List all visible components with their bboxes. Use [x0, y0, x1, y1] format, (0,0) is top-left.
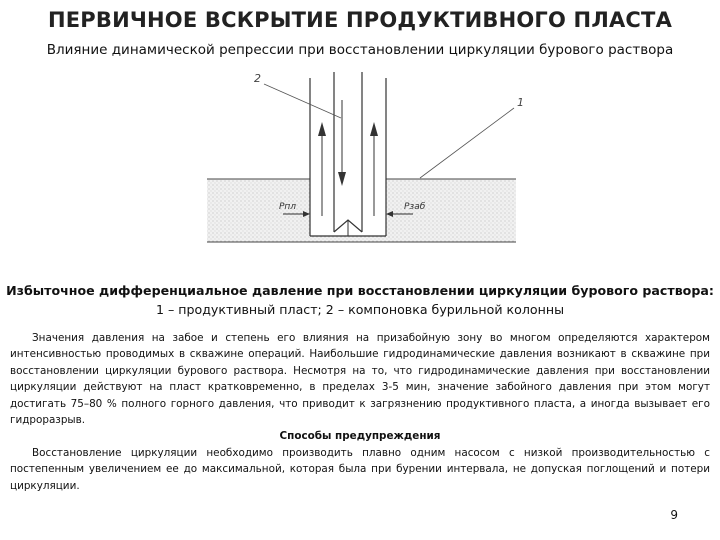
label-p-bottomhole: Pзаб — [404, 202, 426, 212]
formation-under-bottom — [310, 236, 386, 242]
leader-line-2 — [264, 84, 341, 118]
section-heading: Способы предупреждения — [279, 430, 441, 443]
paragraph-2: Восстановление циркуляции необходимо производить плавно одним насосом с низкой производительностью с постепенным увеличением ее до максимальной, которая была при бурении интервала, не допуская поглощений и потери циркуляции. — [10, 446, 710, 492]
flow-arrow-up-right — [370, 122, 378, 216]
label-2: 2 — [254, 72, 261, 85]
label-1: 1 — [517, 96, 524, 109]
body-text — [10, 330, 710, 494]
figure-caption — [0, 281, 720, 319]
page-number: 9 — [670, 508, 678, 522]
flow-arrow-up-left — [318, 122, 326, 216]
leader-line-1 — [420, 108, 514, 178]
paragraph-1: Значения давления на забое и степень его влияния на призабойную зону во многом определяются характером интенсивностью проводимых в скважине операций. Наибольшие гидродинамические давления возникают в скважине при восстановлении циркуляции бурового раствора. Несмотря на то, что гидродинамические давления при восстановлении циркуляции действуют на пласт кратковременно, в пределах 3-5 мин, значение забойного давления при этом могут достигать 75–80 % полного горного давления, что приводит к загрязнению продуктивного пласта, а иногда вызывает его гидроразрыв. — [10, 332, 710, 427]
slide-subtitle: Влияние динамической репрессии при восстановлении циркуляции бурового раствора — [46, 42, 674, 58]
caption-line-2: 1 – продуктивный пласт; 2 – компоновка бурильной колонны — [155, 302, 565, 317]
caption-line-1: Избыточное дифференциальное давление при восстановлении циркуляции бурового раствора: — [6, 283, 714, 298]
well-diagram — [0, 60, 720, 260]
flow-arrow-down — [338, 100, 346, 186]
slide-title: ПЕРВИЧНОЕ ВСКРЫТИЕ ПРОДУКТИВНОГО ПЛАСТА — [47, 8, 673, 32]
label-p-formation: Pпл — [279, 202, 297, 212]
